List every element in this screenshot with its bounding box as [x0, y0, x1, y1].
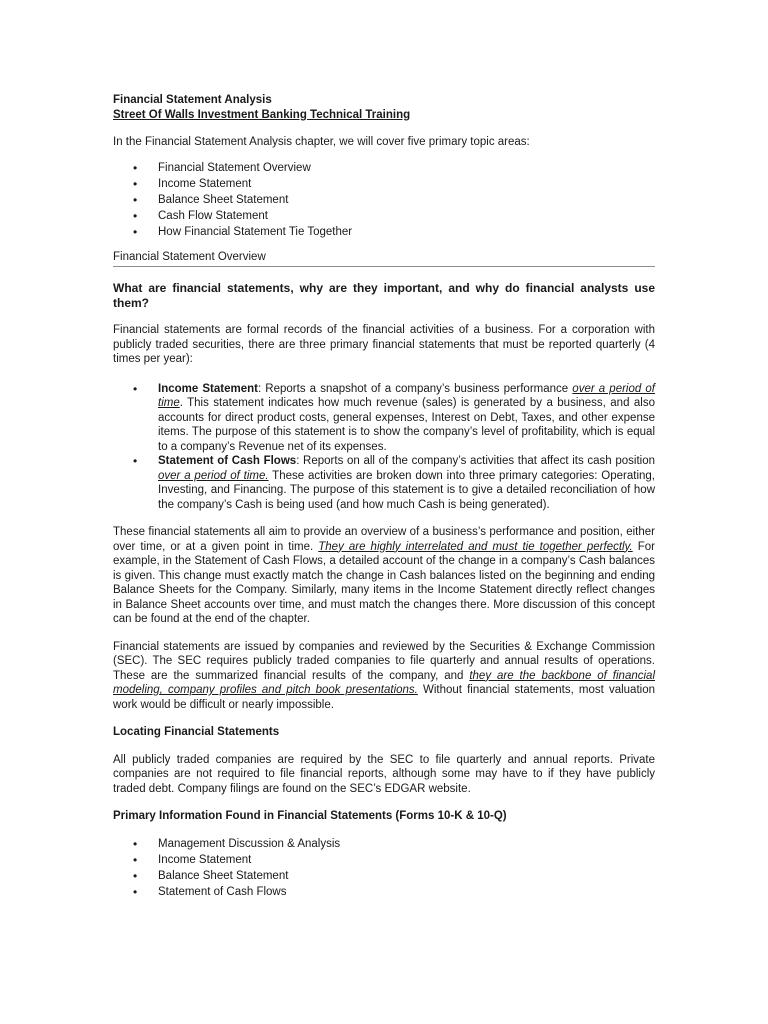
paragraph-locating: All publicly traded companies are required by the SEC to file quarterly and annual reports. Private companies are not required to file financial reports, although some may have to if they have publicly traded debt. Company filings are found on the SEC’s EDGAR website. [113, 753, 655, 795]
list-item: • Balance Sheet Statement [113, 869, 655, 885]
question-heading: What are financial statements, why are they important, and why do financial analysts use them? [113, 281, 655, 310]
list-item: • Management Discussion & Analysis [113, 837, 655, 853]
list-item: • Cash Flow Statement [113, 209, 655, 225]
definition-term: Income Statement [158, 382, 258, 395]
list-item: • How Financial Statement Tie Together [113, 225, 655, 241]
topic-list [113, 161, 655, 241]
section-heading: Financial Statement Overview [113, 250, 655, 268]
emphasis: over a period of time. [158, 469, 269, 482]
emphasis: they are the backbone of financial modeling, company profiles and pitch book presentations. [113, 669, 655, 696]
definition-cash-flows: • Statement of Cash Flows: Reports on all of the company’s activities that affect its cash position over a period of time. These activities are broken down into three primary categories: Operating, Investing, and Financing. The purpose of this statement is to give a detailed reconciliation of how the company’s Cash is being used (and how much Cash is being generated). [113, 454, 655, 512]
primary-info-list [113, 837, 655, 901]
paragraph-interrelated: These financial statements all aim to provide an overview of a business’s performance and position, either over time, or at a given point in time. They are highly interrelated and must tie together perfectly. For example, in the Statement of Cash Flows, a detailed account of the change in a company’s Cash balances is given. This change must exactly match the change in Cash balances listed on the beginning and ending Balance Sheets for the Company. Similarly, many items in the Income Statement directly reflect changes in Balance Sheet accounts over time, and must match the changes there. More discussion of this concept can be found at the end of the chapter. [113, 526, 656, 625]
emphasis: They are highly interrelated and must tie together perfectly. [318, 540, 633, 553]
definition-term: Statement of Cash Flows [158, 455, 297, 467]
definition-income-statement: • Income Statement: Reports a snapshot of a company’s business performance over a period of time. This statement indicates how much revenue (sales) is generated by a business, and also accounts for direct product costs, general expenses, Interest on Debt, Taxes, and other expense items. The purpose of this statement is to show the company’s level of profitability, which is equal to a company’s Revenue net of its expenses. [113, 382, 655, 455]
document-body [113, 93, 655, 901]
list-item: • Financial Statement Overview [113, 161, 655, 177]
list-item: • Statement of Cash Flows [113, 885, 655, 901]
list-item: • Balance Sheet Statement [113, 193, 655, 209]
document-title: Financial Statement Analysis [113, 94, 272, 106]
primary-info-heading: Primary Information Found in Financial Statements (Forms 10-K & 10-Q) [113, 810, 507, 822]
emphasis: over a period of time [158, 382, 655, 409]
paragraph-sec: Financial statements are issued by companies and reviewed by the Securities & Exchange Commission (SEC). The SEC requires publicly traded companies to file quarterly and annual results of operations. These are the summarized financial results of the company, and they are the backbone of financial modeling, company profiles and pitch book presentations. Without financial statements, most valuation work would be difficult or nearly impossible. [113, 640, 655, 711]
locating-heading: Locating Financial Statements [113, 726, 280, 738]
definition-list [113, 382, 655, 513]
list-item: • Income Statement [113, 853, 655, 869]
list-item: • Income Statement [113, 177, 655, 193]
intro-paragraph: In the Financial Statement Analysis chapter, we will cover five primary topic areas: [113, 136, 530, 148]
document-subtitle: Street Of Walls Investment Banking Technical Training [113, 108, 411, 121]
paragraph-statements: Financial statements are formal records of the financial activities of a business. For a corporation with publicly traded securities, there are three primary financial statements that must be reported quarterly (4 times per year): [113, 324, 655, 365]
